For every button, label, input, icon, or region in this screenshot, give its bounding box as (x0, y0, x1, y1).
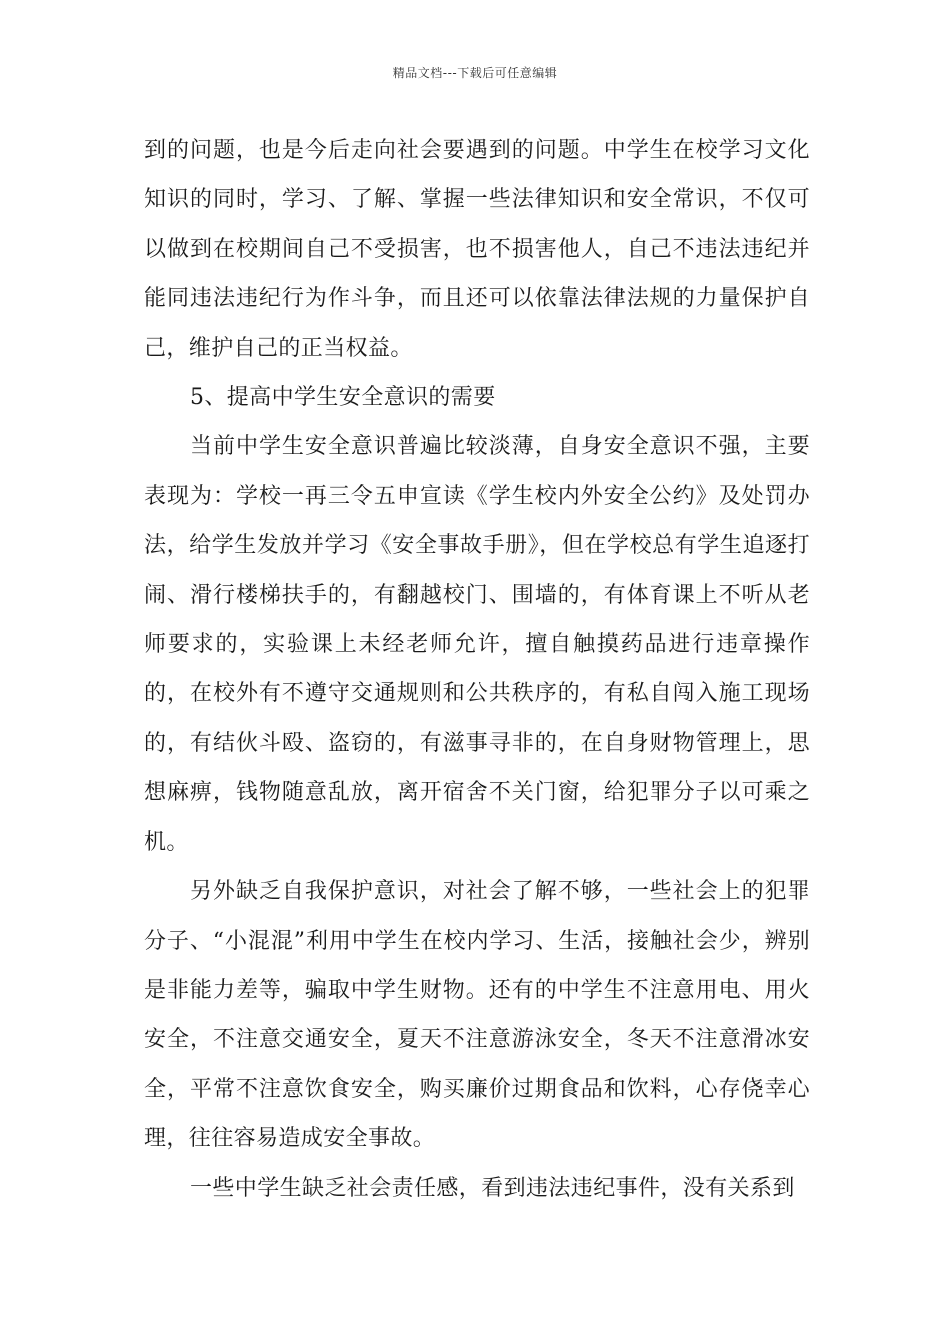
paragraph: 当前中学生安全意识普遍比较淡薄，自身安全意识不强，主要表现为：学校一再三令五申宣读《学生校内外安全公约》及处罚办法，给学生发放并学习《安全事故手册》，但在学校总有学生追逐打闹、滑行楼梯扶手的，有翻越校门、围墙的，有体育课上不听从老师要求的，实验课上未经老师允许，擅自触摸药品进行违章操作的，在校外有不遵守交通规则和公共秩序的，有私自闯入施工现场的，有结伙斗殴、盗窃的，有滋事寻非的，在自身财物管理上，思想麻痹，钱物随意乱放，离开宿舍不关门窗，给犯罪分子以可乘之机。 (144, 434, 810, 855)
page-header: 精品文档---下载后可任意编辑 (392, 66, 558, 80)
paragraph-continuation: 到的问题，也是今后走向社会要遇到的问题。中学生在校学习文化知识的同时，学习、了解、掌握一些法律知识和安全常识，不仅可以做到在校期间自己不受损害，也不损害他人，自己不违法违纪并能同违法违纪行为作斗争，而且还可以依靠法律法规的力量保护自己，维护自己的正当权益。 (144, 138, 810, 361)
document-body (144, 126, 810, 1213)
paragraph: 另外缺乏自我保护意识，对社会了解不够，一些社会上的犯罪分子、“小混混”利用中学生在校内学习、生活，接触社会少，辨别是非能力差等，骗取中学生财物。还有的中学生不注意用电、用火安全，不注意交通安全，夏天不注意游泳安全，冬天不注意滑冰安全，平常不注意饮食安全，购买廉价过期食品和饮料，心存侥幸心理，往往容易造成安全事故。 (144, 879, 810, 1152)
section-heading: 5、提高中学生安全意识的需要 (190, 385, 496, 411)
paragraph: 一些中学生缺乏社会责任感，看到违法违纪事件，没有关系到 (190, 1175, 795, 1201)
